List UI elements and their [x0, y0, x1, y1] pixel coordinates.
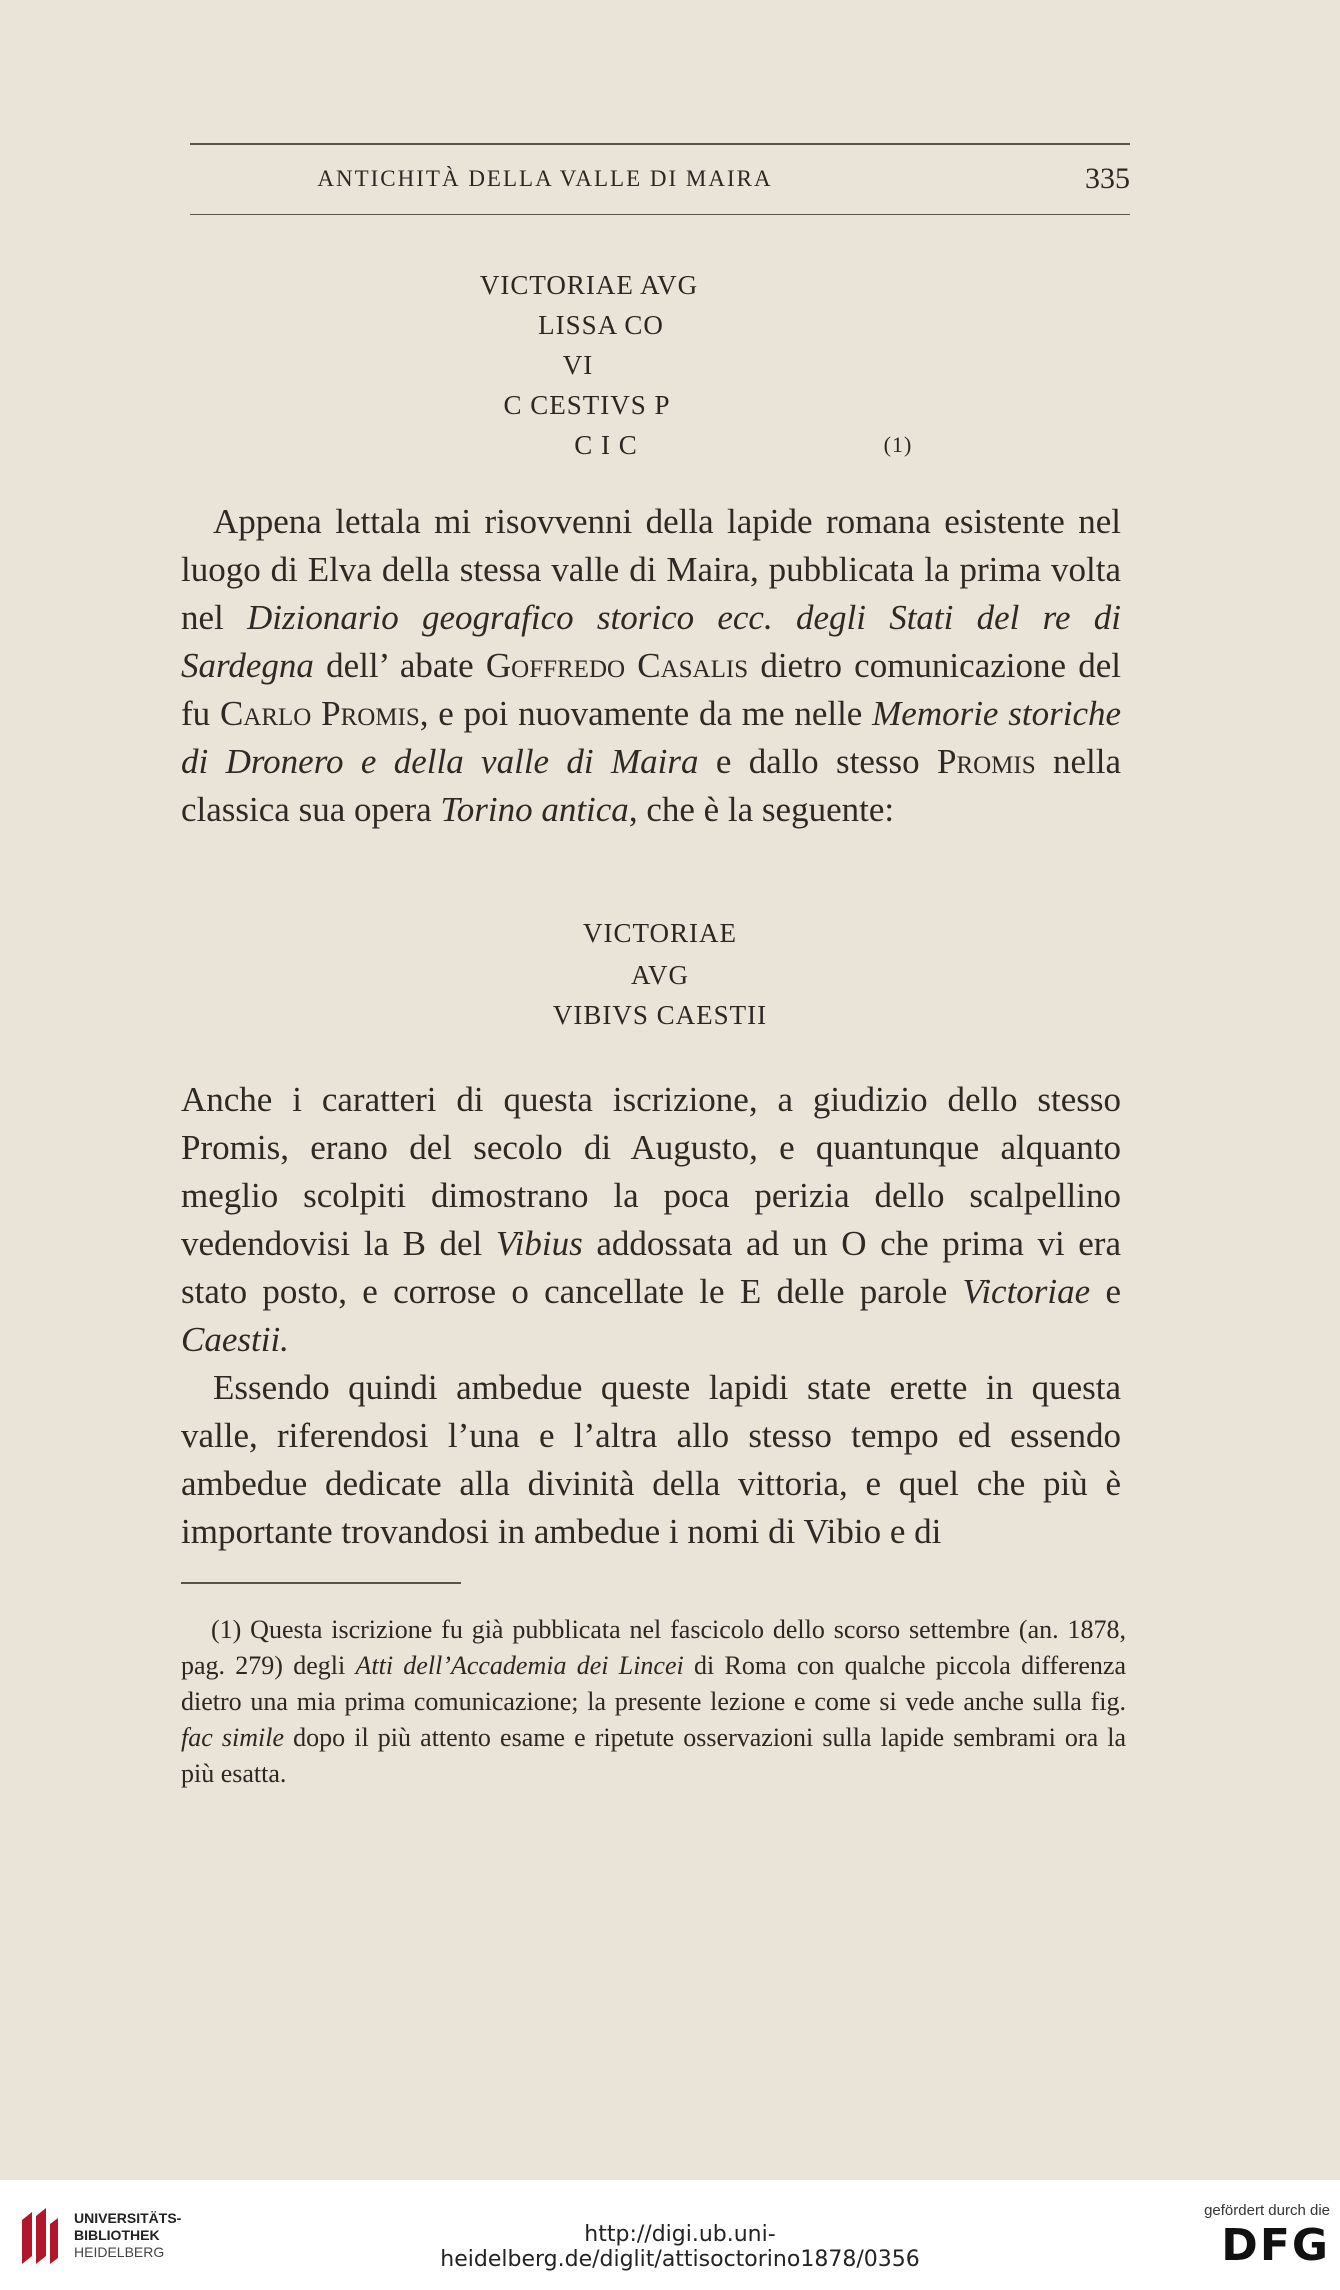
inscription-line: LISSA CO — [538, 310, 664, 340]
latin-word: Victoriae — [962, 1272, 1091, 1311]
person-name: Carlo Promis — [219, 694, 420, 733]
paragraph — [181, 1076, 1121, 1556]
viewer-footer — [0, 2180, 1340, 2290]
person-name: Promis — [936, 742, 1036, 781]
library-line: HEIDELBERG — [74, 2244, 165, 2260]
text-run: Anche i caratteri di questa iscrizione, a giudizio dello stesso Promis, erano del secolo di Augusto, e quantunque alquanto meglio scolpiti dimostrano la poca perizia dello scalpellino vedendovisi la B del — [181, 1080, 1121, 1263]
university-library-logo-icon — [14, 2206, 60, 2268]
text-run: dell’ abate — [313, 646, 486, 685]
inscription-line: VICTORIAE — [583, 918, 737, 948]
text-run: e dallo stesso — [698, 742, 937, 781]
text-run: nella classica sua opera — [181, 742, 1121, 829]
library-line: BIBLIOTHEK — [74, 2227, 160, 2243]
inscription-line: VI — [562, 350, 594, 380]
book-title: Dizionario geografico storico ecc. degli Stati del re di Sardegna — [181, 598, 1122, 685]
latin-word: Vibius — [495, 1224, 583, 1263]
inscription-line: C CESTIVS P — [503, 390, 671, 420]
text-run: Appena lettala mi risovvenni della lapide romana esistente nel luogo di Elva della stessa valle di Maira, pubblicata la prima volta nel — [181, 502, 1121, 637]
text-run: , e poi nuovamente da me nelle — [419, 694, 873, 733]
header-bottom-rule — [190, 214, 1130, 215]
inscription-line: VIBIVS CAESTII — [552, 1000, 768, 1030]
paragraph — [181, 498, 1121, 834]
journal-title: Atti dell’Accademia dei Lincei — [355, 1651, 684, 1680]
text-run: di Roma con qualche piccola differenza dietro una mia prima comunicazione; la presente lezione e come si vede anche sulla fig. — [181, 1651, 1126, 1716]
book-title: Torino antica — [440, 790, 629, 829]
permalink-url[interactable]: http://digi.ub.uni-heidelberg.de/diglit/attisoctorino1878/0356 — [440, 2222, 920, 2272]
inscription-line: C I C — [574, 430, 638, 460]
text-run: dietro comunicazione del fu — [181, 646, 1121, 733]
text-run: (1) Questa iscrizione fu già pubblicata nel fascicolo dello scorso settembre (an. 1878, pag. 279) degli — [181, 1615, 1126, 1680]
paragraph-text: Essendo quindi ambedue queste lapidi state erette in questa valle, riferendosi l’una e l’altra allo stesso tempo ed essendo ambedue dedicate alla divinità della vittoria, e quel che più è importante trovandosi in ambedue i nomi di Vibio e di — [181, 1368, 1121, 1551]
page-number: 335 — [1085, 162, 1130, 195]
dfg-logo: DFG — [1221, 2220, 1330, 2271]
book-title: Memorie storiche di Dronero e della valle di Maira — [181, 694, 1122, 781]
library-line: UNIVERSITÄTS- — [74, 2210, 182, 2226]
footnote — [181, 1612, 1126, 1792]
person-name: Goffredo Casalis — [485, 646, 749, 685]
inscription-line: VICTORIAE AVG — [479, 270, 699, 300]
text-run: , che è la seguente: — [628, 790, 895, 829]
text-run: addossata ad un O che prima vi era stato posto, e corrose o cancellate le E delle parole — [181, 1224, 1121, 1311]
library-name — [74, 2210, 181, 2261]
running-head: ANTICHITÀ DELLA VALLE DI MAIRA — [317, 166, 773, 191]
inscription-line: AVG — [630, 960, 689, 990]
italic-term: fac simile — [181, 1723, 284, 1752]
funder-label: gefördert durch die — [1204, 2202, 1330, 2219]
latin-word: Caestii. — [181, 1320, 289, 1359]
header-top-rule — [190, 143, 1130, 145]
footnote-separator — [181, 1582, 461, 1584]
text-run: e — [1090, 1272, 1122, 1311]
footnote-reference[interactable]: (1) — [883, 432, 913, 457]
text-run: dopo il più attento esame e ripetute osservazioni sulla lapide sembrami ora la più esatta. — [181, 1723, 1126, 1788]
